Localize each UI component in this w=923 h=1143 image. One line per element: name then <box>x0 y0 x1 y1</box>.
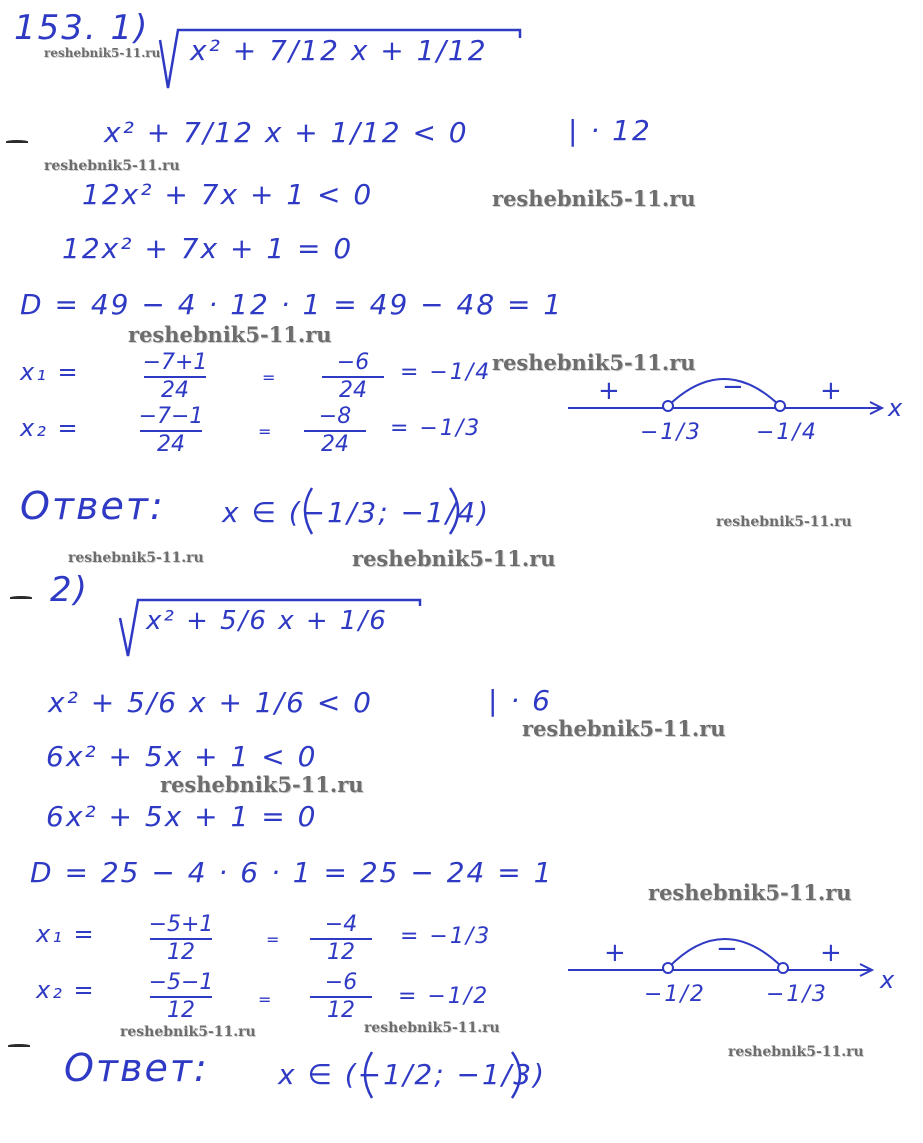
root-expression-2: x² + 5/6 x + 1/6 <box>146 606 388 636</box>
watermark: reshebnik5-11.ru <box>364 1020 500 1036</box>
discriminant-2: D = 25 − 4 · 6 · 1 = 25 − 24 = 1 <box>30 856 554 889</box>
equals-sign: = <box>266 930 282 949</box>
watermark: reshebnik5-11.ru <box>160 772 364 797</box>
axis-sign-left: + <box>604 938 628 968</box>
fraction <box>146 972 216 1022</box>
x1-label-2: x₁ = <box>36 920 96 948</box>
axis-point-1: −1/2 <box>644 982 706 1007</box>
watermark: reshebnik5-11.ru <box>44 46 161 60</box>
x2-label-1: x₂ = <box>20 414 80 442</box>
watermark: reshebnik5-11.ru <box>492 350 696 375</box>
watermark: reshebnik5-11.ru <box>728 1044 864 1060</box>
root-expression-1: x² + 7/12 x + 1/12 <box>190 34 488 67</box>
fraction <box>146 914 216 964</box>
denominator: 24 <box>157 432 185 457</box>
problem-number: 153. 1) <box>14 8 150 48</box>
watermark: reshebnik5-11.ru <box>492 186 696 211</box>
equals-sign: = <box>258 990 274 1009</box>
answer-word-1: Ответ: <box>20 484 165 528</box>
axis-sign-mid: − <box>716 934 740 964</box>
x1-label-1: x₁ = <box>20 358 80 386</box>
inequality-2: x² + 5/6 x + 1/6 < 0 <box>48 686 373 719</box>
watermark: reshebnik5-11.ru <box>128 322 332 347</box>
axis-point-1: −1/3 <box>640 420 702 445</box>
step-line-1b: 12x² + 7x + 1 = 0 <box>62 232 354 265</box>
axis-sign-right: + <box>820 376 844 406</box>
watermark: reshebnik5-11.ru <box>716 514 852 530</box>
axis-point-2: −1/3 <box>766 982 828 1007</box>
step-line-2b: 6x² + 5x + 1 = 0 <box>46 800 318 833</box>
fraction <box>306 972 376 1022</box>
numerator: −6 <box>336 350 370 375</box>
axis-var: x <box>888 394 905 422</box>
numerator: −8 <box>318 404 352 429</box>
inequality-1: x² + 7/12 x + 1/12 < 0 <box>104 116 469 149</box>
x2-result-2: = −1/2 <box>398 984 490 1009</box>
x1-result-2: = −1/3 <box>400 924 492 949</box>
page-edge-mark <box>6 140 28 143</box>
step-line-1a: 12x² + 7x + 1 < 0 <box>82 178 374 211</box>
axis-sign-right: + <box>820 938 844 968</box>
x2-result-1: = −1/3 <box>390 416 482 441</box>
axis-sign-mid: − <box>722 372 746 402</box>
answer-2: x ∈ (−1/2; −1/3) <box>278 1058 546 1091</box>
denominator: 24 <box>321 432 349 457</box>
axis-var: x <box>880 966 897 994</box>
answer-word-2: Ответ: <box>64 1046 209 1090</box>
numerator: −7−1 <box>138 404 204 429</box>
fraction <box>140 352 210 402</box>
page-edge-mark <box>8 1044 30 1047</box>
numerator: −5+1 <box>148 912 214 937</box>
page-edge-mark <box>10 596 32 599</box>
denominator: 24 <box>339 378 367 403</box>
axis-point-2: −1/4 <box>756 420 818 445</box>
answer-1: x ∈ (−1/3; −1/4) <box>222 496 490 529</box>
axis-sign-left: + <box>598 376 622 406</box>
denominator: 12 <box>327 998 355 1023</box>
watermark: reshebnik5-11.ru <box>522 716 726 741</box>
problem-number-2: 2) <box>50 570 89 610</box>
fraction <box>300 406 370 456</box>
discriminant-1: D = 49 − 4 · 12 · 1 = 49 − 48 = 1 <box>20 288 564 321</box>
denominator: 12 <box>167 940 195 965</box>
numerator: −4 <box>324 912 358 937</box>
denominator: 12 <box>327 940 355 965</box>
denominator: 12 <box>167 998 195 1023</box>
multiplier-2: | · 6 <box>488 684 552 717</box>
watermark: reshebnik5-11.ru <box>44 158 180 174</box>
fraction <box>306 914 376 964</box>
numerator: −7+1 <box>142 350 208 375</box>
x2-label-2: x₂ = <box>36 976 96 1004</box>
x1-result-1: = −1/4 <box>400 360 492 385</box>
denominator: 24 <box>161 378 189 403</box>
fraction <box>318 352 388 402</box>
watermark: reshebnik5-11.ru <box>352 546 556 571</box>
numerator: −6 <box>324 970 358 995</box>
watermark: reshebnik5-11.ru <box>120 1024 256 1040</box>
numerator: −5−1 <box>148 970 214 995</box>
watermark: reshebnik5-11.ru <box>648 880 852 905</box>
equals-sign: = <box>262 368 278 387</box>
watermark: reshebnik5-11.ru <box>68 550 204 566</box>
multiplier-1: | · 12 <box>568 114 652 147</box>
step-line-2a: 6x² + 5x + 1 < 0 <box>46 740 318 773</box>
fraction <box>136 406 206 456</box>
equals-sign: = <box>258 422 274 441</box>
